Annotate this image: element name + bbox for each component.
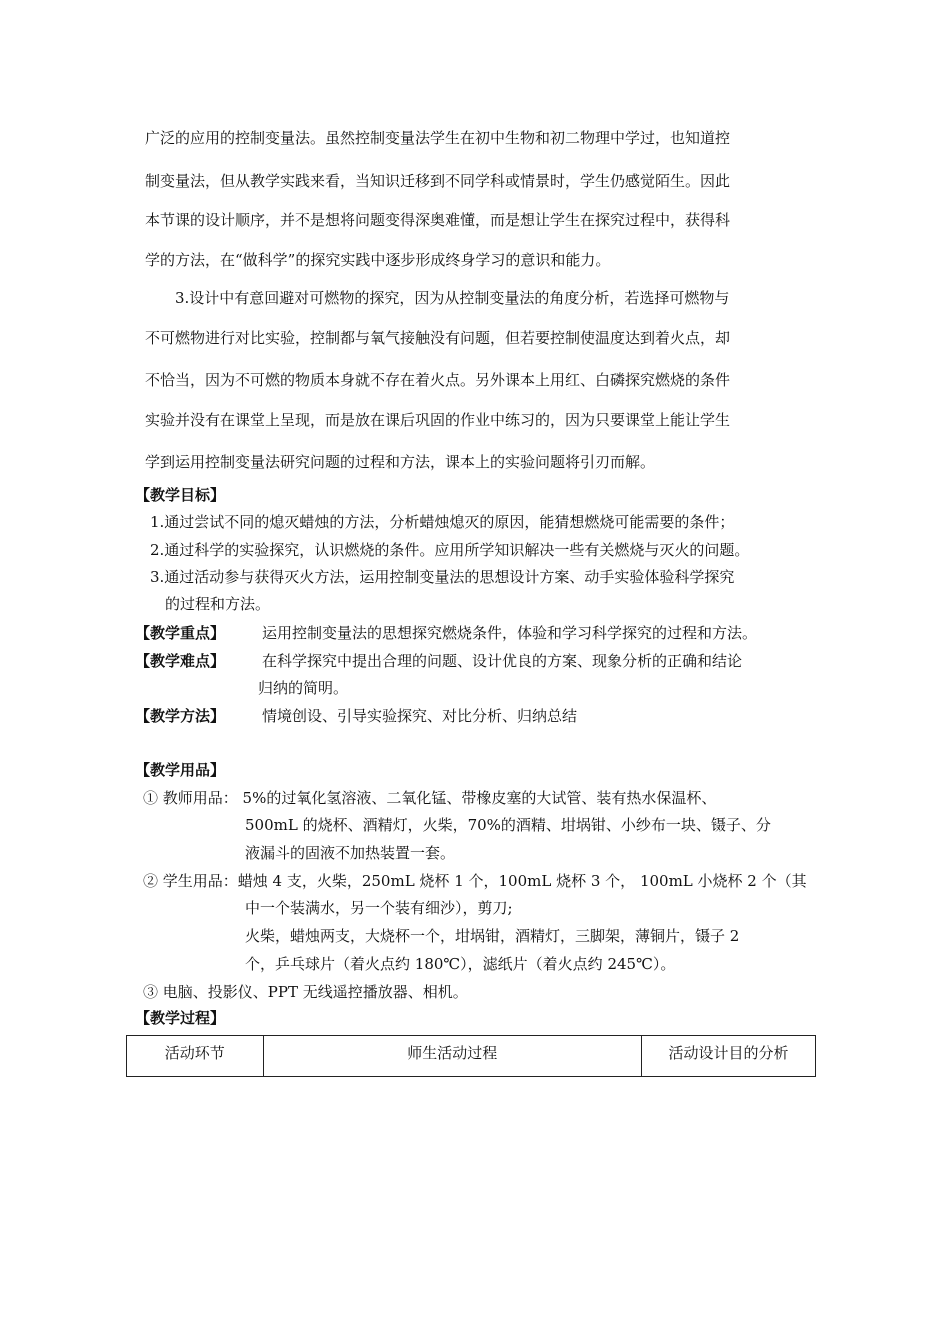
- column-header-activity-process: 师生活动过程: [263, 1036, 641, 1077]
- key-point-text: 运用控制变量法的思想探究燃烧条件，体验和学习科学探究的过程和方法。: [262, 624, 758, 642]
- rationale-line: 实验并没有在课堂上呈现，而是放在课后巩固的作业中练习的，因为只要课堂上能让学生: [145, 411, 731, 429]
- rationale-line: 广泛的应用的控制变量法。虽然控制变量法学生在初中生物和初二物理中学过，也知道控: [145, 129, 731, 147]
- objective-item: 2.通过科学的实验探究，认识燃烧的条件。应用所学知识解决一些有关燃烧与灭火的问题。: [150, 541, 750, 559]
- objectives-heading: 【教学目标】: [135, 486, 226, 504]
- objective-item-continuation: 的过程和方法。: [165, 595, 271, 613]
- rationale-line: 本节课的设计顺序，并不是想将问题变得深奥难懂，而是想让学生在探究过程中，获得科: [145, 211, 731, 229]
- method-text: 情境创设、引导实验探究、对比分析、归纳总结: [262, 707, 578, 725]
- student-supplies-continuation: 中一个装满水，另一个装有细沙），剪刀;: [245, 899, 513, 917]
- student-supplies-continuation: 个，乒乓球片（着火点约 180℃），滤纸片（着火点约 245℃）。: [245, 955, 676, 973]
- rationale-line: 不恰当，因为不可燃的物质本身就不存在着火点。另外课本上用红、白磷探究燃烧的条件: [145, 371, 731, 389]
- teacher-supplies-continuation: 液漏斗的固液不加热装置一套。: [245, 844, 456, 862]
- method-label: 【教学方法】: [135, 707, 226, 725]
- rationale-line: 3.设计中有意回避对可燃物的探究，因为从控制变量法的角度分析，若选择可燃物与: [175, 289, 730, 307]
- difficulty-text-continuation: 归纳的简明。: [258, 679, 349, 697]
- objective-item: 1.通过尝试不同的熄灭蜡烛的方法，分析蜡烛熄灭的原因，能猜想燃烧可能需要的条件；: [150, 513, 735, 531]
- student-supplies-continuation: 火柴，蜡烛两支，大烧杯一个，坩埚钳，酒精灯，三脚架，薄铜片，镊子 2: [245, 927, 740, 945]
- key-point-label: 【教学重点】: [135, 624, 226, 642]
- difficulty-label: 【教学难点】: [135, 652, 226, 670]
- supplies-heading: 【教学用品】: [135, 761, 226, 779]
- other-supplies: ③ 电脑、投影仪、PPT 无线遥控播放器、相机。: [143, 983, 468, 1001]
- rationale-line: 不可燃物进行对比实验，控制都与氧气接触没有问题，但若要控制使温度达到着火点，却: [145, 329, 731, 347]
- student-supplies: ② 学生用品：蜡烛 4 支，火柴，250mL 烧杯 1 个，100mL 烧杯 3 个， 100mL 小烧杯 2 个（其: [143, 872, 807, 890]
- teacher-supplies: ① 教师用品： 5%的过氧化氢溶液、二氧化锰、带橡皮塞的大试管、装有热水保温杯、: [143, 789, 717, 807]
- process-heading: 【教学过程】: [135, 1009, 226, 1027]
- column-header-activity-stage: 活动环节: [127, 1036, 264, 1077]
- rationale-line: 学到运用控制变量法研究问题的过程和方法，课本上的实验问题将引刃而解。: [145, 453, 656, 471]
- rationale-line: 制变量法，但从教学实践来看，当知识迁移到不同学科或情景时，学生仍感觉陌生。因此: [145, 172, 731, 190]
- table-header-row: [127, 1036, 816, 1077]
- process-table: [126, 1035, 816, 1077]
- objective-item: 3.通过活动参与获得灭火方法，运用控制变量法的思想设计方案、动手实验体验科学探究: [150, 568, 735, 586]
- rationale-line: 学的方法，在“做科学”的探究实践中逐步形成终身学习的意识和能力。: [145, 251, 611, 269]
- difficulty-text: 在科学探究中提出合理的问题、设计优良的方案、现象分析的正确和结论: [262, 652, 743, 670]
- teacher-supplies-continuation: 500mL 的烧杯、酒精灯，火柴，70%的酒精、坩埚钳、小纱布一块、镊子、分: [245, 816, 771, 834]
- column-header-design-purpose: 活动设计目的分析: [641, 1036, 815, 1077]
